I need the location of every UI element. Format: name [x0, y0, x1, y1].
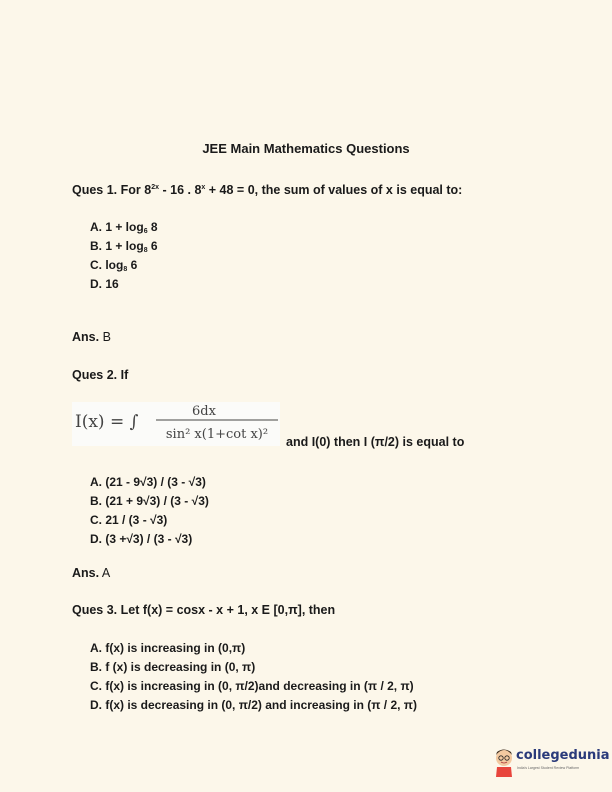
answer-1: [72, 330, 111, 344]
collegedunia-logo: [492, 745, 610, 779]
answer-2-value: A: [99, 566, 111, 580]
answer-2: [72, 566, 110, 580]
option-1d: D. 16: [90, 277, 119, 291]
question-2-text: If: [120, 368, 129, 382]
question-1-text-a: For 8: [120, 183, 152, 197]
question-3-label: Ques 3.: [72, 603, 118, 617]
page-title: JEE Main Mathematics Questions: [202, 141, 410, 156]
question-2: [72, 368, 128, 382]
option-3d: D. f(x) is decreasing in (0, π/2) and increasing in (π / 2, π): [90, 698, 417, 712]
option-3c: C. f(x) is increasing in (0, π/2)and decreasing in (π / 2, π): [90, 679, 414, 693]
question-2-options: [90, 473, 209, 549]
option-3b: B. f (x) is decreasing in (0, π): [90, 660, 256, 674]
mascot-icon: [492, 745, 516, 777]
question-2-continuation: and I(0) then I (π/2) is equal to: [286, 435, 465, 449]
question-2-label: Ques 2.: [72, 368, 118, 382]
option-2c: C. 21 / (3 - √3): [90, 513, 168, 527]
option-2b: B. (21 + 9√3) / (3 - √3): [90, 494, 209, 508]
formula-numerator: 6dx: [192, 404, 216, 419]
question-1-text-b: - 16 . 8: [159, 183, 202, 197]
answer-1-value: B: [99, 330, 111, 344]
question-1-options: [90, 218, 158, 294]
formula-lhs: I(x) = ∫: [75, 412, 139, 432]
option-2d: D. (3 +√3) / (3 - √3): [90, 532, 193, 546]
question-1-exponent-a: 2x: [151, 184, 160, 191]
question-1-label: Ques 1.: [72, 183, 118, 197]
option-3a: A. f(x) is increasing in (0,π): [90, 641, 246, 655]
question-1: [72, 183, 462, 197]
question-1-exponent-b: x: [201, 184, 206, 191]
option-1a: A. $1 + \log_6 8$: [90, 220, 158, 235]
answer-1-label: Ans.: [72, 330, 100, 344]
logo-wordmark: collegedunia: [516, 748, 610, 763]
option-2a: A. (21 - 9√3) / (3 - √3): [90, 475, 206, 489]
option-1b: B. $1 + \log_8 6$: [90, 239, 158, 254]
integral-formula: [72, 402, 280, 446]
question-3-options: [90, 639, 417, 715]
question-3: [72, 603, 335, 617]
question-3-text: Let f(x) = cosx - x + 1, x E [0,π], then: [120, 603, 336, 617]
answer-2-label: Ans.: [72, 566, 100, 580]
question-1-text-c: + 48 = 0, the sum of values of x is equal to:: [205, 183, 463, 197]
option-1c: C. $\log_8 6$: [90, 258, 138, 273]
logo-tagline: India's Largest Student Review Platform: [517, 766, 580, 770]
formula-denominator: sin² x(1+cot x)²: [165, 427, 269, 442]
